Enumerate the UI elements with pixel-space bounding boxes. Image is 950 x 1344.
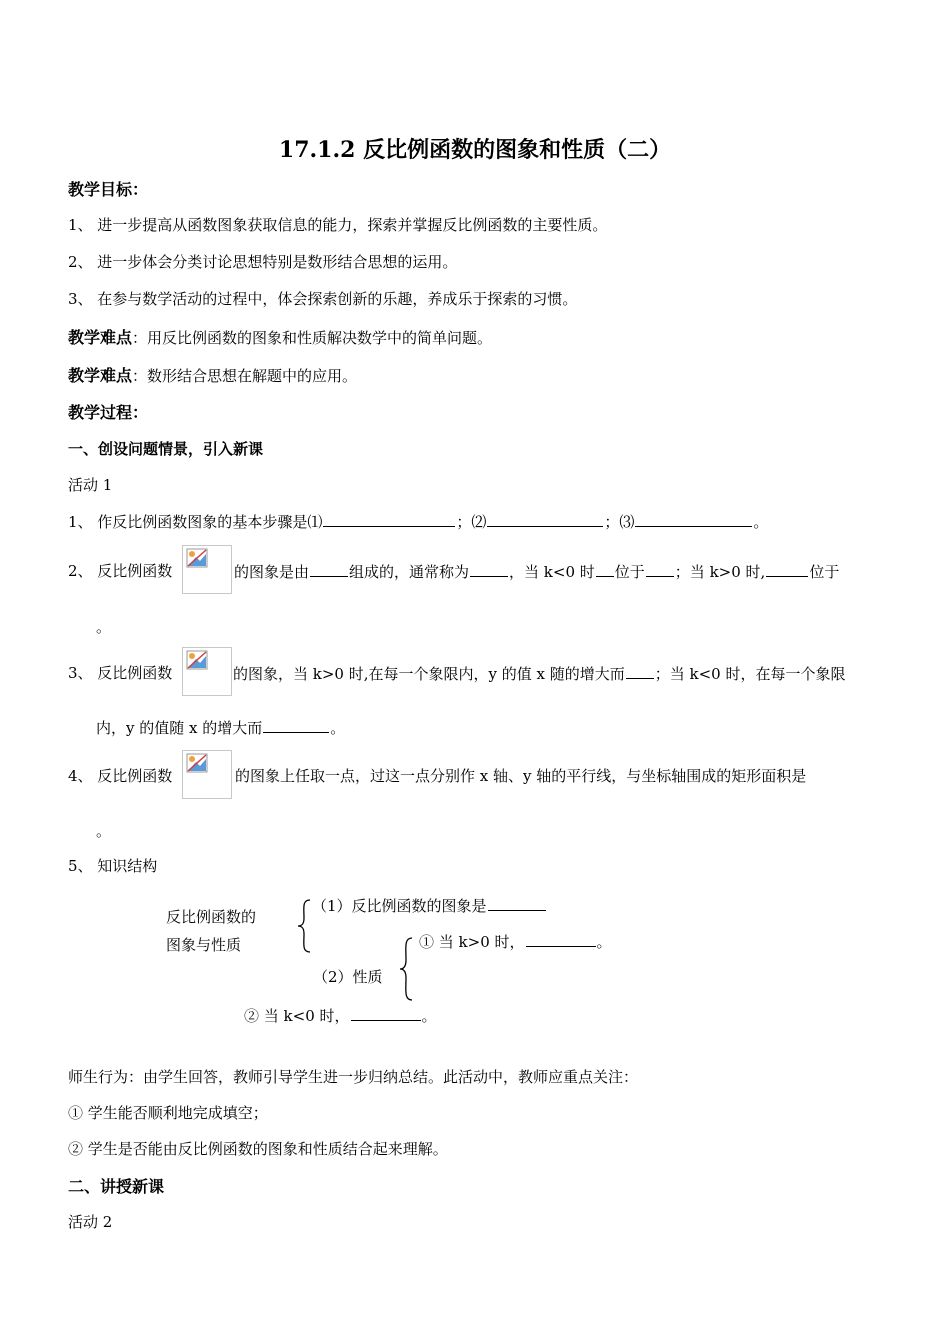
question-1 [68, 510, 768, 532]
objective-2: 2、 进一步体会分类讨论思想特别是数形结合思想的运用。 [68, 253, 458, 271]
blank [351, 1004, 421, 1021]
q1-text-a: 1、 作反比例函数图象的基本步骤是⑴ [68, 513, 323, 531]
blank [487, 510, 603, 527]
q2-end: 。 [96, 618, 112, 636]
structure-item-2: （2）性质 [313, 968, 383, 986]
blank [488, 894, 546, 911]
q2-text-g: 位于 [809, 563, 840, 581]
broken-image-icon [186, 650, 208, 670]
q3-text-c: ；当 k<0 时，在每一个象限 [654, 665, 846, 683]
blank [470, 560, 508, 577]
page-title: 17.1.2 反比例函数的图象和性质（二） [278, 137, 672, 163]
blank [310, 560, 348, 577]
blank [766, 560, 808, 577]
structure-item-1-text: （1）反比例函数的图象是 [312, 897, 487, 915]
q2-text-d: ，当 k<0 时 [509, 563, 595, 581]
q1-text-c: ；⑶ [604, 513, 635, 531]
objectives-heading: 教学目标： [68, 180, 149, 199]
q3-text-b: 的图象，当 k>0 时,在每一个象限内，y 的值 x 随的增大而 [233, 665, 625, 683]
q2-text-b: 的图象是由 [234, 563, 310, 581]
q3-text-a: 3、 反比例函数 [68, 664, 173, 682]
brace-outer [296, 898, 312, 954]
q4-text-b: 的图象上任取一点，过这一点分别作 x 轴、y 轴的平行线，与坐标轴围成的矩形面积是 [235, 767, 807, 785]
objective-1: 1、 进一步提高从函数图象获取信息的能力，探索并掌握反比例函数的主要性质。 [68, 216, 608, 234]
structure-left-line-2: 图象与性质 [166, 936, 242, 954]
structure-sub-2 [244, 1004, 437, 1026]
difficulty-2-text: ：数形结合思想在解题中的应用。 [132, 367, 358, 385]
structure-sub-2-text: ② 当 k<0 时， [244, 1007, 350, 1025]
q2-text-f: ；当 k>0 时, [674, 563, 766, 581]
broken-image-icon [186, 548, 208, 568]
blank [635, 510, 752, 527]
difficulty-1 [68, 325, 492, 348]
question-3-cont [96, 716, 345, 738]
difficulty-2 [68, 363, 357, 386]
focus-point-2: ② 学生是否能由反比例函数的图象和性质结合起来理解。 [68, 1140, 448, 1158]
question-5: 5、 知识结构 [68, 857, 158, 875]
activity-2: 活动 2 [68, 1213, 113, 1231]
formula-image [182, 647, 232, 696]
objective-3: 3、 在参与数学活动的过程中，体会探索创新的乐趣，养成乐于探索的习惯。 [68, 290, 578, 308]
activity-1: 活动 1 [68, 476, 113, 494]
q1-text-d: 。 [753, 513, 769, 531]
structure-sub-1-text: ① 当 k>0 时， [419, 933, 525, 951]
q1-text-b: ；⑵ [456, 513, 487, 531]
difficulty-1-label: 教学难点 [68, 328, 133, 347]
q3-text-e: 。 [330, 719, 346, 737]
blank [263, 716, 329, 733]
brace-inner [398, 936, 414, 1002]
blank [596, 560, 614, 577]
formula-image [182, 750, 232, 799]
formula-image [182, 545, 232, 594]
structure-sub-1 [419, 930, 612, 952]
blank [626, 662, 654, 679]
structure-left-line-1: 反比例函数的 [166, 908, 257, 926]
q4-text-a: 4、 反比例函数 [68, 767, 173, 785]
broken-image-icon [186, 753, 208, 773]
teacher-student-behavior: 师生行为：由学生回答，教师引导学生进一步归纳总结。此活动中，教师应重点关注： [68, 1068, 639, 1086]
blank [526, 930, 596, 947]
structure-item-1 [312, 894, 547, 916]
q2-text-c: 组成的，通常称为 [349, 563, 470, 581]
blank [323, 510, 455, 527]
structure-sub-1-end: 。 [596, 933, 612, 951]
difficulty-2-label: 教学难点 [68, 366, 133, 385]
q4-end: 。 [96, 822, 112, 840]
question-3 [233, 662, 846, 684]
blank [646, 560, 674, 577]
section2-heading: 二、讲授新课 [68, 1177, 165, 1196]
section1-heading: 一、创设问题情景，引入新课 [68, 440, 264, 458]
process-heading: 教学过程： [68, 403, 149, 422]
question-2 [234, 560, 839, 582]
q3-text-d: 内，y 的值随 x 的增大而 [96, 719, 263, 737]
structure-sub-2-end: 。 [421, 1007, 437, 1025]
focus-point-1: ① 学生能否顺利地完成填空； [68, 1104, 268, 1122]
difficulty-1-text: ：用反比例函数的图象和性质解决数学中的简单问题。 [132, 329, 493, 347]
q2-text-e: 位于 [614, 563, 645, 581]
q2-text-a: 2、 反比例函数 [68, 562, 173, 580]
